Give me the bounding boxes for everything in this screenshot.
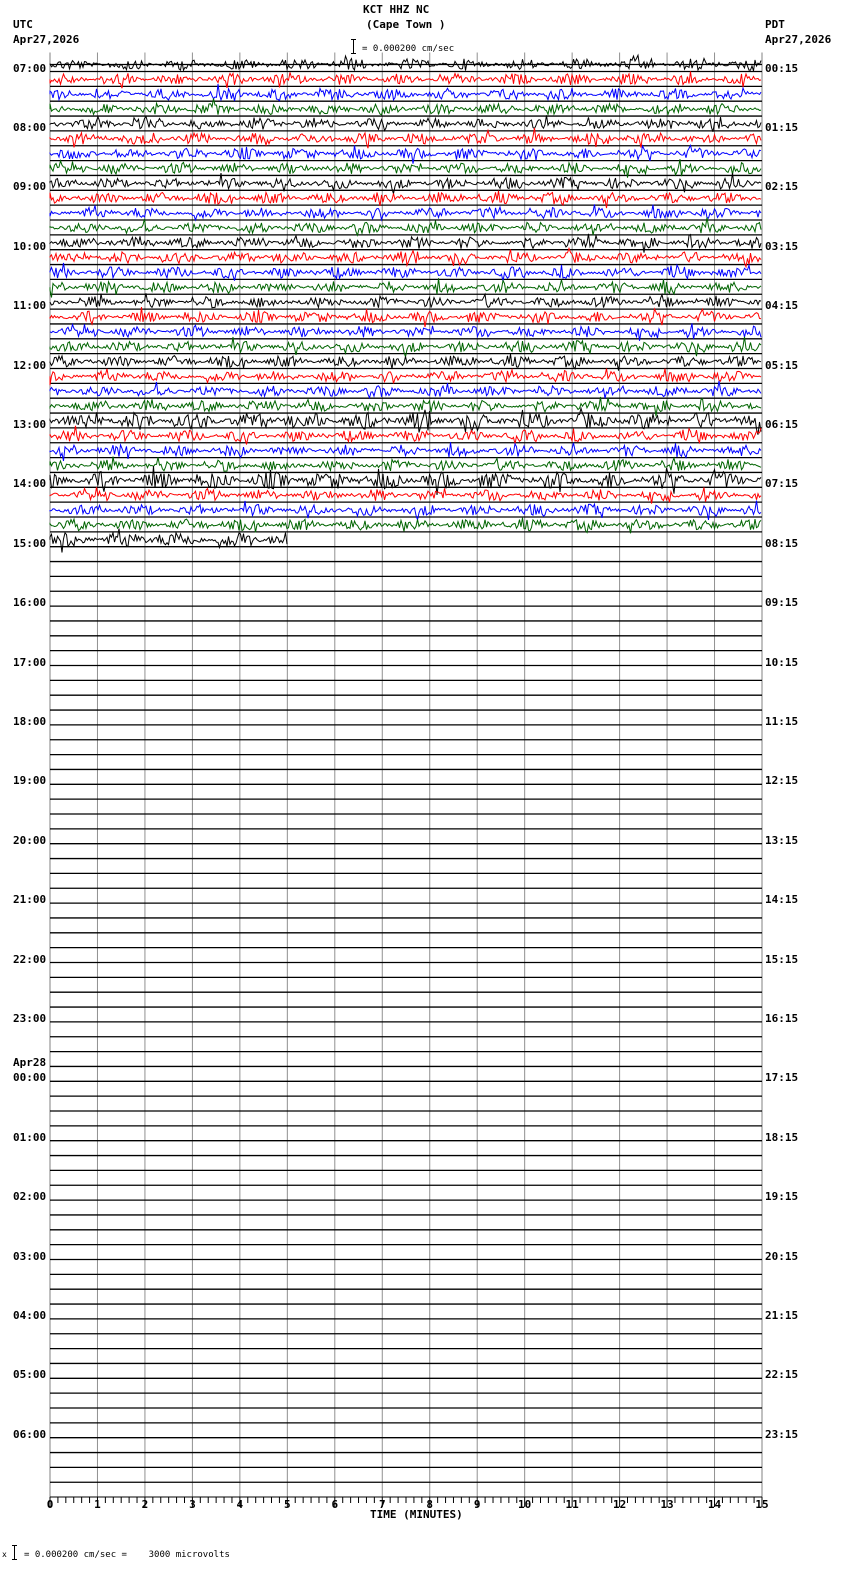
- utc-hour-label: 08:00: [13, 120, 47, 134]
- pdt-hour-label: 12:15: [765, 774, 799, 788]
- utc-hour-label: 02:00: [13, 1190, 47, 1204]
- pdt-hour-label: 11:15: [765, 714, 799, 728]
- utc-hour-label: 12:00: [13, 358, 47, 372]
- x-tick-label: 1: [94, 1498, 101, 1511]
- x-tick-label: 7: [378, 1498, 386, 1511]
- utc-hour-label: 17:00: [13, 655, 47, 669]
- utc-hour-label: 14:00: [13, 477, 47, 491]
- utc-hour-label: 13:00: [13, 417, 47, 431]
- footer-scale-bar-icon: [12, 1545, 17, 1560]
- date-label: Apr28: [13, 1056, 47, 1070]
- pdt-hour-label: 22:15: [765, 1368, 799, 1382]
- pdt-hour-label: 03:15: [765, 239, 799, 253]
- x-tick-label: 6: [331, 1498, 339, 1511]
- utc-hour-label: 00:00: [13, 1071, 47, 1085]
- pdt-hour-label: 19:15: [765, 1190, 799, 1204]
- x-tick-label: 9: [473, 1498, 481, 1511]
- utc-hour-label: 15:00: [13, 536, 47, 550]
- pdt-hour-label: 21:15: [765, 1308, 799, 1322]
- utc-hour-label: 20:00: [13, 833, 47, 847]
- x-tick-label: 15: [755, 1498, 769, 1511]
- station-title: KCT HHZ NC: [363, 3, 430, 16]
- x-tick-label: 4: [236, 1498, 244, 1511]
- utc-hour-label: 23:00: [13, 1011, 47, 1025]
- utc-hour-label: 06:00: [13, 1427, 47, 1441]
- utc-hour-label: 01:00: [13, 1130, 47, 1144]
- pdt-hour-label: 02:15: [765, 180, 799, 194]
- pdt-hour-label: 14:15: [765, 893, 799, 907]
- scale-text: = 0.000200 cm/sec: [362, 44, 455, 54]
- x-tick-label: 11: [565, 1498, 579, 1511]
- left-date: Apr27,2026: [13, 33, 80, 46]
- station-location: (Cape Town ): [366, 18, 446, 31]
- utc-hour-label: 22:00: [13, 952, 47, 966]
- x-tick-label: 14: [707, 1498, 722, 1511]
- pdt-hour-label: 20:15: [765, 1249, 799, 1263]
- x-tick-label: 0: [46, 1498, 54, 1511]
- footer-prefix: x: [2, 1550, 7, 1559]
- x-tick-label: 12: [612, 1498, 627, 1511]
- pdt-hour-label: 01:15: [765, 120, 799, 134]
- utc-hour-label: 10:00: [13, 239, 47, 253]
- pdt-hour-label: 17:15: [765, 1071, 799, 1085]
- pdt-hour-label: 18:15: [765, 1130, 799, 1144]
- x-tick-label: 13: [660, 1498, 674, 1511]
- utc-hour-label: 18:00: [13, 714, 47, 728]
- x-axis-title: TIME (MINUTES): [370, 1508, 463, 1521]
- right-date: Apr27,2026: [765, 33, 832, 46]
- footer-scale-note: = 0.000200 cm/sec = 3000 microvolts: [24, 1550, 230, 1560]
- utc-hour-label: 21:00: [13, 893, 47, 907]
- x-tick-label: 3: [189, 1498, 196, 1511]
- pdt-hour-label: 08:15: [765, 536, 799, 550]
- pdt-hour-label: 07:15: [765, 477, 799, 491]
- x-tick-label: 2: [141, 1498, 149, 1511]
- utc-hour-label: 04:00: [13, 1308, 47, 1322]
- x-tick-label: 5: [284, 1498, 291, 1511]
- pdt-hour-label: 15:15: [765, 952, 799, 966]
- x-tick-label: 10: [518, 1498, 532, 1511]
- utc-hour-label: 09:00: [13, 180, 47, 194]
- pdt-hour-label: 06:15: [765, 417, 799, 431]
- pdt-hour-label: 13:15: [765, 833, 799, 847]
- pdt-hour-label: 00:15: [765, 61, 799, 75]
- left-timezone: UTC: [13, 18, 33, 31]
- utc-hour-label: 19:00: [13, 774, 47, 788]
- pdt-hour-label: 16:15: [765, 1011, 799, 1025]
- utc-hour-label: 11:00: [13, 299, 47, 313]
- utc-hour-label: 07:00: [13, 61, 47, 75]
- x-tick-label: 8: [426, 1498, 434, 1511]
- utc-hour-label: 03:00: [13, 1249, 47, 1263]
- pdt-hour-label: 04:15: [765, 299, 799, 313]
- pdt-hour-label: 10:15: [765, 655, 799, 669]
- pdt-hour-label: 05:15: [765, 358, 799, 372]
- right-timezone: PDT: [765, 18, 785, 31]
- utc-hour-label: 16:00: [13, 596, 47, 610]
- pdt-hour-label: 23:15: [765, 1427, 799, 1441]
- utc-hour-label: 05:00: [13, 1368, 47, 1382]
- pdt-hour-label: 09:15: [765, 596, 799, 610]
